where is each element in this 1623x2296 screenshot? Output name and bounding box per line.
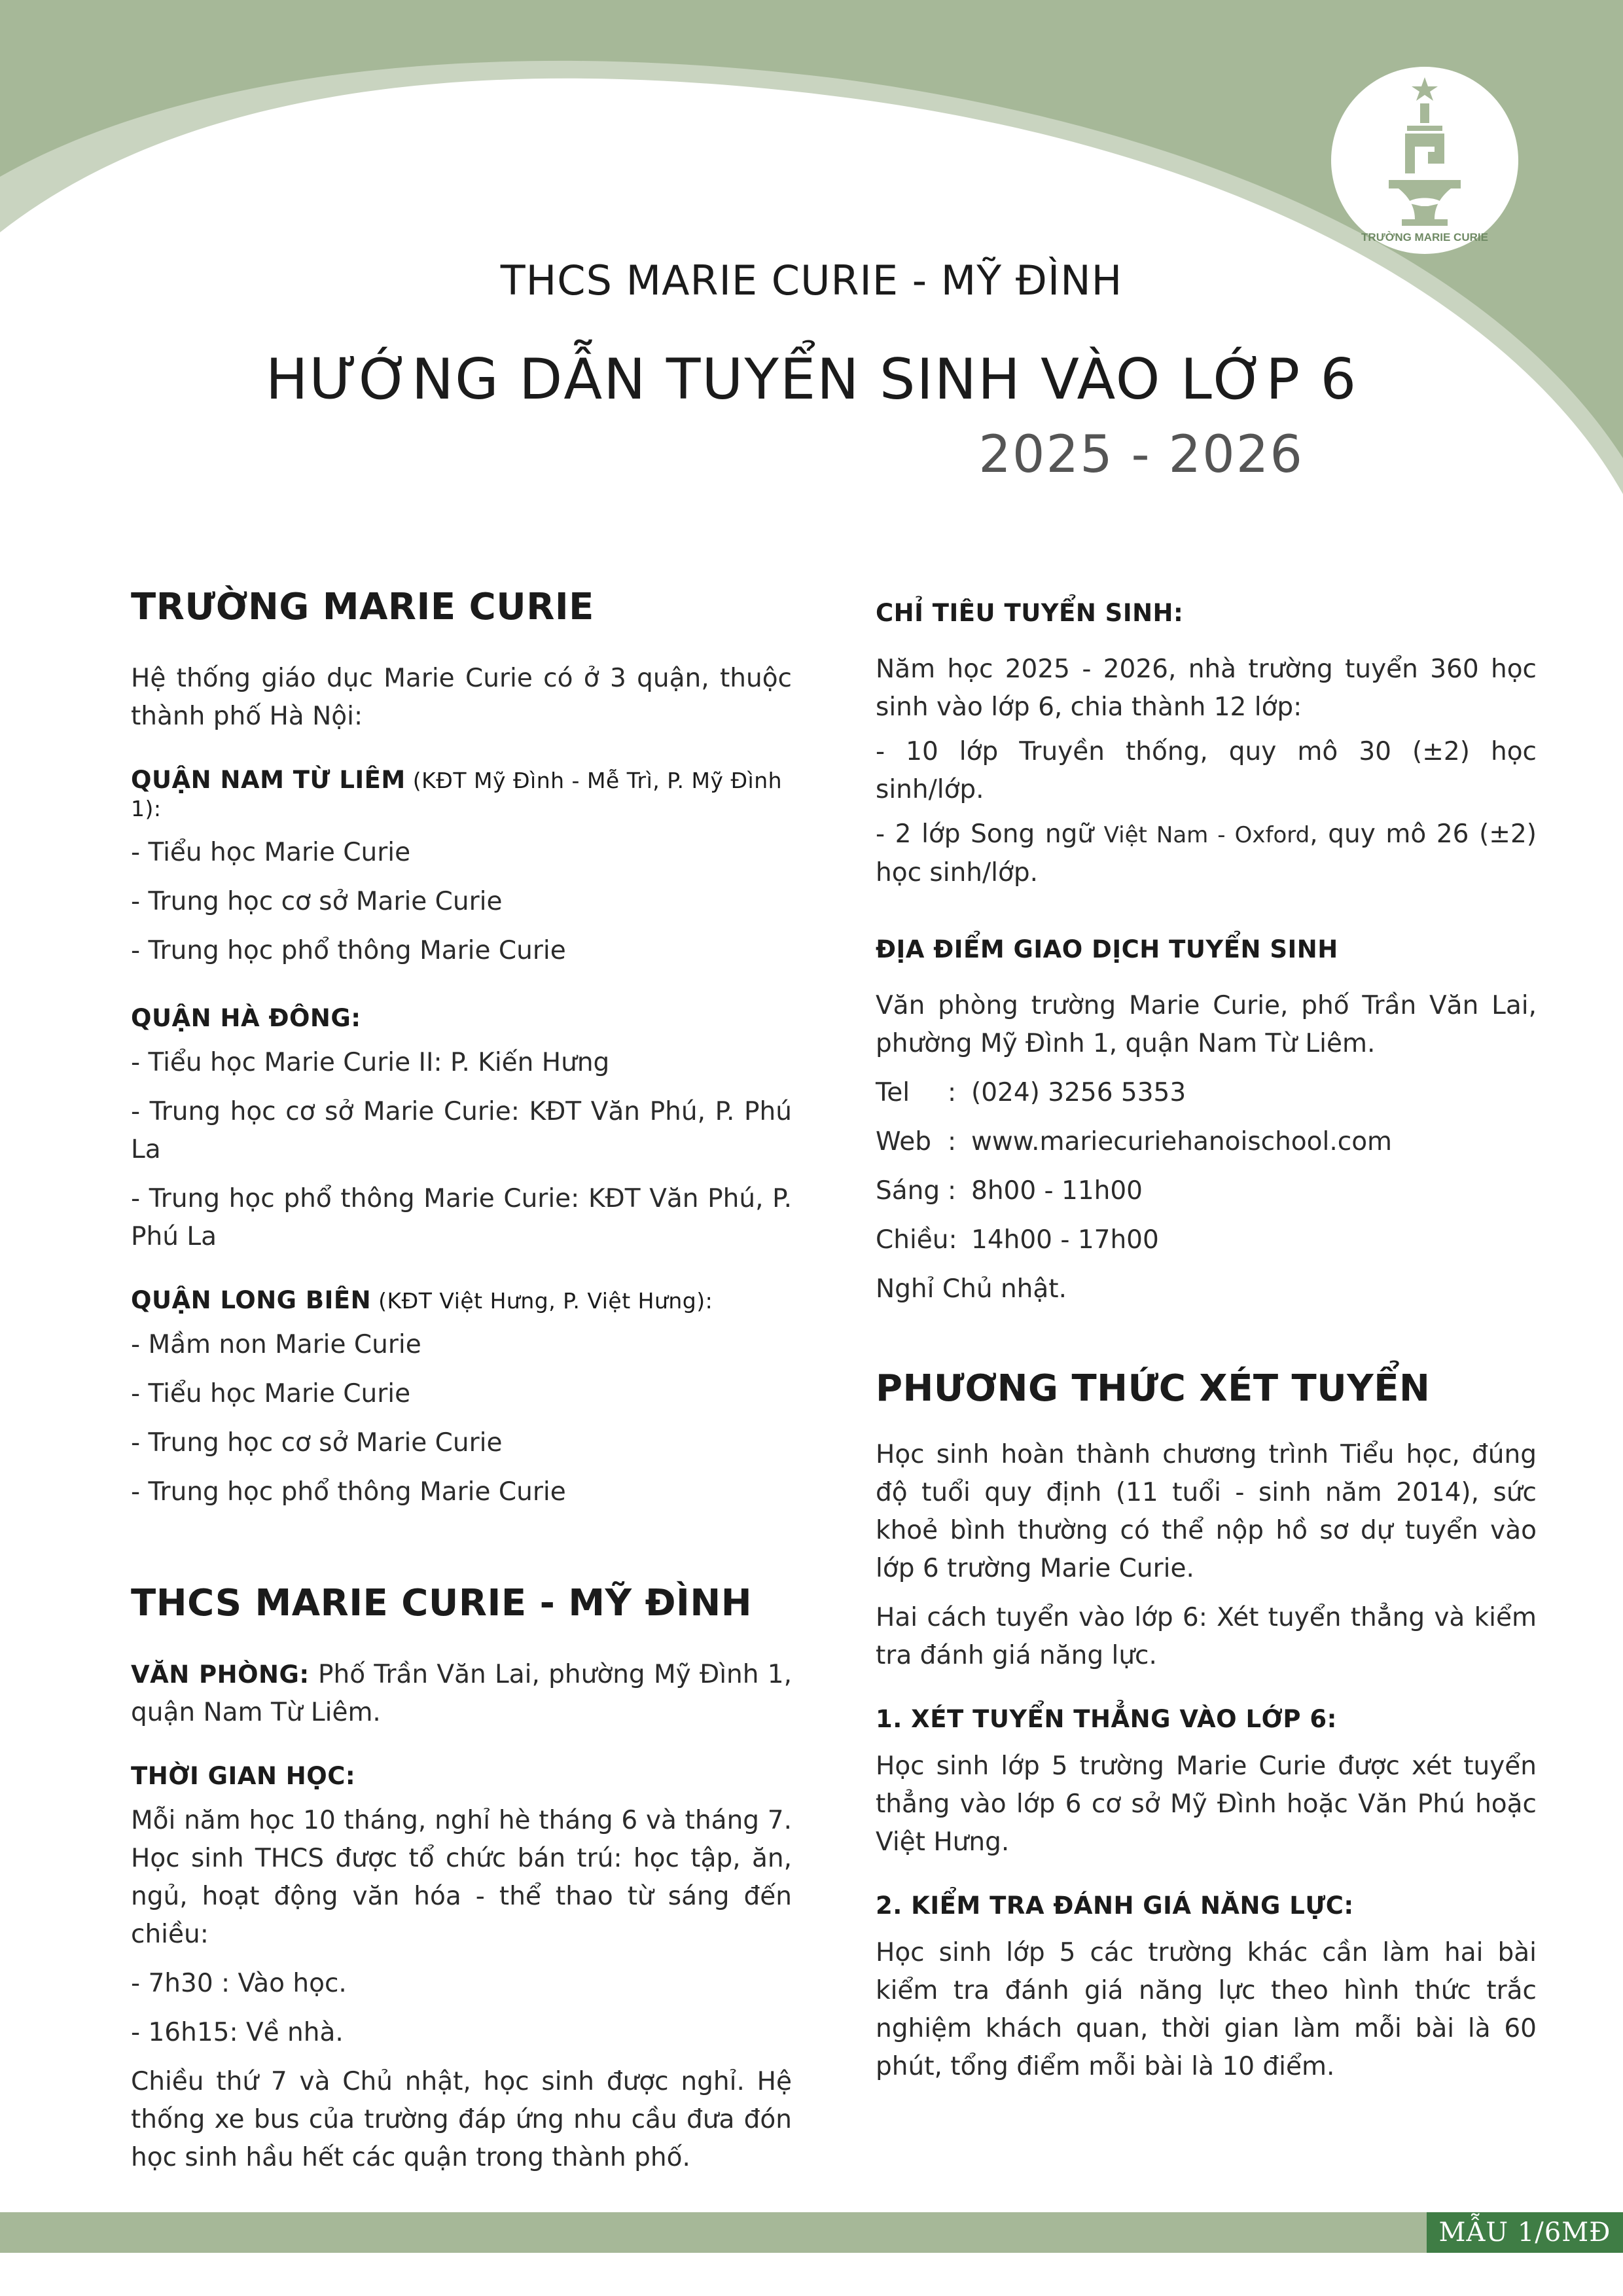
schedule-title: THỜI GIAN HỌC: (131, 1762, 356, 1790)
list-item: - 16h15: Về nhà. (131, 2018, 344, 2047)
schedule-note: Chiều thứ 7 và Chủ nhật, học sinh được nghỉ. Hệ thống xe bus của trường đáp ứng nhu cầu đưa đón học sinh hầu hết các quận trong thành phố. (131, 2067, 792, 2172)
contact-label: Tel (876, 1078, 910, 1107)
list-item: - Tiểu học Marie Curie (131, 1379, 411, 1408)
district-note: (KĐT Việt Hưng, P. Việt Hưng): (371, 1288, 713, 1314)
district-long-bien (131, 1286, 792, 1314)
quota-item-part: - 2 lớp Song ngữ (876, 819, 1104, 849)
assessment-title: 2. KIỂM TRA ĐÁNH GIÁ NĂNG LỰC: (876, 1892, 1354, 1920)
closed-note: Nghỉ Chủ nhật. (876, 1274, 1067, 1304)
direct-admission-text: Học sinh lớp 5 trường Marie Curie được xét tuyển thẳng vào lớp 6 cơ sở Mỹ Đình hoặc Văn Phú hoặc Việt Hưng. (876, 1751, 1537, 1857)
list-item: - Trung học cơ sở Marie Curie (131, 1428, 503, 1458)
district-name: QUẬN LONG BIÊN (131, 1286, 372, 1314)
hours-value: 8h00 - 11h00 (971, 1176, 1143, 1206)
hours-morning: Sáng : 8h00 - 11h00 (876, 1172, 1537, 1210)
assessment-text: Học sinh lớp 5 các trường khác cần làm hai bài kiểm tra đánh giá năng lực theo hình thức trắc nghiệm khách quan, thời gian làm mỗi bài là 60 phút, tổng điểm mỗi bài là 10 điểm. (876, 1938, 1537, 2081)
quota-item-part: , quy mô 26 (±2) học sinh/lớp. (876, 819, 1537, 888)
school-year: 2025 - 2026 (978, 425, 1304, 484)
hours-label: Sáng (876, 1176, 940, 1206)
district-note: (KĐT Mỹ Đình - Mễ Trì, P. Mỹ Đình 1): (131, 768, 783, 821)
contact-web: Web : www.mariecuriehanoischool.com (876, 1123, 1537, 1161)
office-text (131, 1656, 792, 1732)
list-item: - 7h30 : Vào học. (131, 1969, 347, 1998)
list-item: - Trung học phổ thông Marie Curie (131, 1477, 566, 1507)
form-code-label: MẪU 1/6MĐ (1427, 2212, 1623, 2253)
left-column (131, 586, 792, 2177)
section-title-method: PHƯƠNG THỨC XÉT TUYỂN (876, 1367, 1431, 1410)
list-item: - Trung học phổ thông Marie Curie: KĐT Văn Phú, P. Phú La (131, 1184, 792, 1251)
district-name: QUẬN NAM TỪ LIÊM (131, 766, 406, 794)
district-ha-dong: QUẬN HÀ ĐÔNG: (131, 1004, 361, 1032)
method-text: Hai cách tuyển vào lớp 6: Xét tuyển thẳng và kiểm tra đánh giá năng lực. (876, 1603, 1537, 1670)
list-item: - Trung học cơ sở Marie Curie (131, 887, 503, 916)
hours-afternoon (876, 1221, 1537, 1259)
right-column (876, 599, 1537, 2086)
method-text: Học sinh hoàn thành chương trình Tiểu học, đúng độ tuổi quy định (11 tuổi - sinh năm 2014), sức khoẻ bình thường có thể nộp hồ sơ dự tuyển vào lớp 6 trường Marie Curie. (876, 1440, 1537, 1583)
location-text: Văn phòng trường Marie Curie, phố Trần Văn Lai, phường Mỹ Đình 1, quận Nam Từ Liêm. (876, 991, 1537, 1058)
school-name-heading: THCS MARIE CURIE - MỸ ĐÌNH (500, 257, 1123, 304)
list-item: - Mầm non Marie Curie (131, 1330, 421, 1359)
contact-tel: Tel : (024) 3256 5353 (876, 1074, 1537, 1112)
contact-value: (024) 3256 5353 (971, 1078, 1186, 1107)
list-item: - Trung học cơ sở Marie Curie: KĐT Văn Phú, P. Phú La (131, 1097, 792, 1164)
office-address: Phố Trần Văn Lai, phường Mỹ Đình 1, quận Nam Từ Liêm. (131, 1660, 792, 1727)
footer-bar (0, 2212, 1623, 2253)
list-item: - Trung học phổ thông Marie Curie (131, 936, 566, 965)
contact-value[interactable]: www.mariecuriehanoischool.com (971, 1127, 1393, 1157)
list-item: - Tiểu học Marie Curie (131, 838, 411, 867)
quota-item (876, 816, 1537, 892)
page-title: HƯỚNG DẪN TUYỂN SINH VÀO LỚP 6 (265, 347, 1358, 412)
direct-admission-title: 1. XÉT TUYỂN THẲNG VÀO LỚP 6: (876, 1705, 1337, 1733)
office-label: VĂN PHÒNG: (131, 1660, 310, 1689)
section-title-campus: THCS MARIE CURIE - MỸ ĐÌNH (131, 1582, 753, 1624)
quota-item: - 10 lớp Truyền thống, quy mô 30 (±2) học sinh/lớp. (876, 737, 1537, 804)
quota-item-program: Việt Nam - Oxford (1103, 822, 1310, 848)
quota-title: CHỈ TIÊU TUYỂN SINH: (876, 599, 1184, 627)
hours-label: Chiều: (876, 1225, 957, 1255)
quota-text: Năm học 2025 - 2026, nhà trường tuyển 360 học sinh vào lớp 6, chia thành 12 lớp: (876, 655, 1537, 722)
school-logo-icon (1330, 65, 1520, 255)
location-title: ĐỊA ĐIỂM GIAO DỊCH TUYỂN SINH (876, 935, 1338, 963)
intro-text: Hệ thống giáo dục Marie Curie có ở 3 quận, thuộc thành phố Hà Nội: (131, 664, 792, 731)
district-nam-tu-liem (131, 766, 792, 822)
contact-label: Web (876, 1127, 932, 1157)
list-item: - Tiểu học Marie Curie II: P. Kiến Hưng (131, 1048, 610, 1077)
hours-value: 14h00 - 17h00 (971, 1225, 1159, 1255)
schedule-text: Mỗi năm học 10 tháng, nghỉ hè tháng 6 và tháng 7. Học sinh THCS được tổ chức bán trú: học tập, ăn, ngủ, hoạt động văn hóa - thể thao từ sáng đến chiều: (131, 1806, 792, 1949)
logo-text: TRƯỜNG MARIE CURIE (1361, 231, 1488, 243)
section-title-school: TRƯỜNG MARIE CURIE (131, 586, 594, 628)
